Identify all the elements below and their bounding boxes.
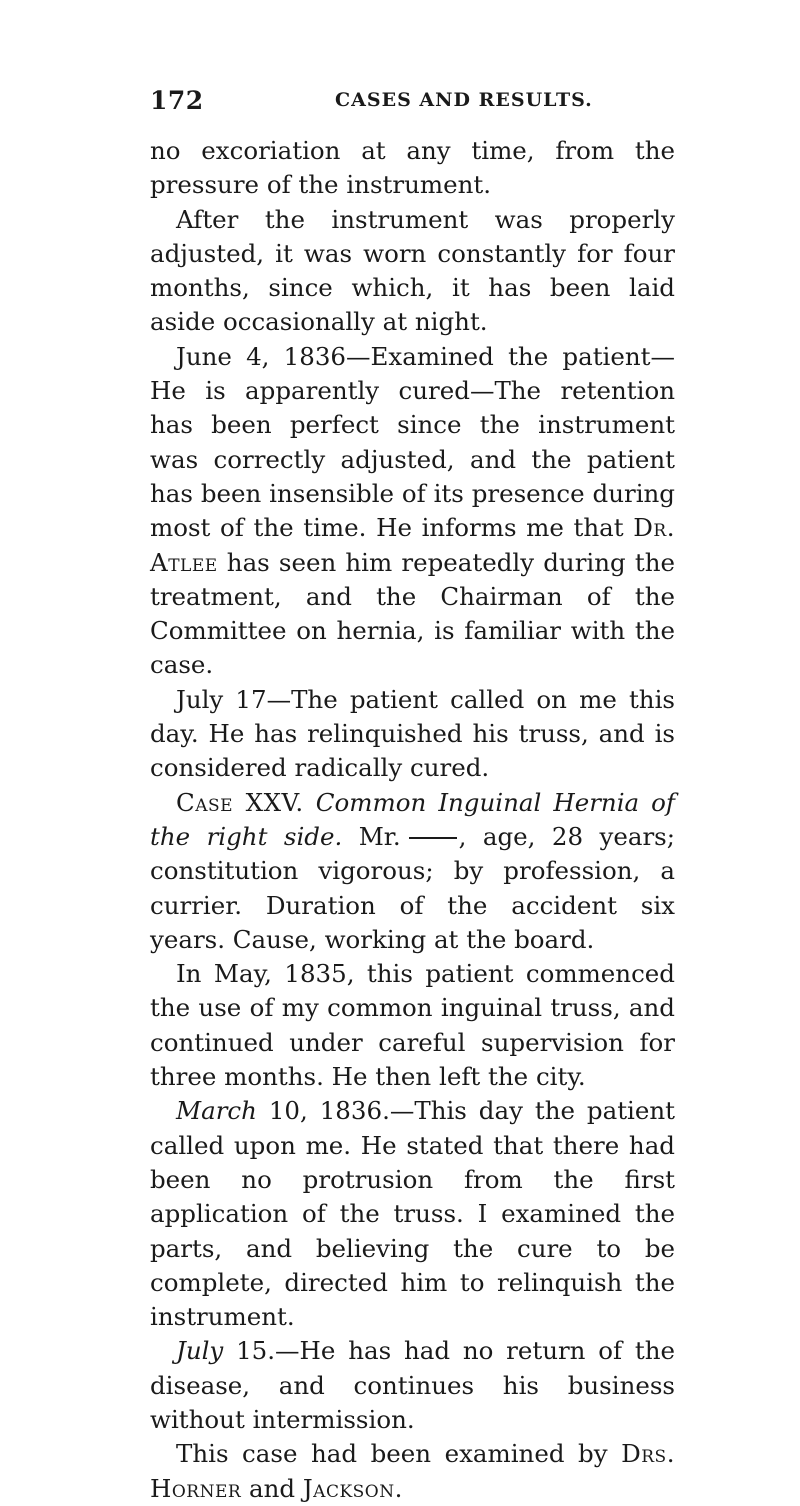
doctor-name: Drs. Horner (150, 1439, 675, 1503)
name-omitted-dash (409, 837, 457, 839)
page-number: 172 (150, 86, 204, 115)
running-title: CASES AND RESULTS. (335, 89, 593, 111)
paragraph-text: This case had been examined by (176, 1439, 622, 1469)
paragraph-march-entry (150, 1094, 675, 1334)
entry-date: July (176, 1336, 224, 1366)
body-text (150, 134, 675, 1506)
page-header (150, 86, 593, 116)
paragraph-july-15-entry (150, 1334, 675, 1437)
paragraph-text: no excoriation at any time, from the pressure of the instrument. (150, 136, 675, 200)
case-title: Common Inguinal Hernia of the right side. (150, 787, 676, 851)
paragraph-continuation (150, 134, 675, 203)
paragraph-june-entry (150, 340, 675, 683)
paragraph-text: June 4, 1836—Examined the patient—He is apparently cured—The retention has been perfect since the instrument was correctly adjusted, and the patient has been insensible of its presence during most of the time. He informs me that (150, 341, 675, 543)
paragraph-text: and (241, 1473, 303, 1503)
entry-date: March (176, 1096, 257, 1126)
paragraph-case-heading (150, 786, 675, 957)
paragraph-text: , age, 28 years; constitution vigorous; by profession, a currier. Duration of the accident six years. Cause, working at the board. (150, 821, 675, 954)
case-number: Case XXV. (176, 787, 304, 817)
paragraph-may-entry (150, 957, 675, 1094)
paragraph-text: has seen him repeatedly during the treatment, and the Chairman of the Committee on hernia, is familiar with the case. (150, 547, 675, 680)
paragraph-closing (150, 1437, 675, 1506)
paragraph-text: 15.—He has had no return of the disease, and continues his business without intermission. (150, 1336, 675, 1434)
doctor-name: Dr. Atlee (150, 513, 675, 577)
patient-prefix: Mr. (358, 821, 401, 851)
paragraph-text: July 17—The patient called on me this day. He has relinquished his truss, and is considered radically cured. (150, 684, 675, 783)
paragraph-text: . (394, 1473, 403, 1503)
paragraph-text: 10, 1836.—This day the patient called upon me. He stated that there had been no protrusion from the first application of the truss. I examined the parts, and believing the cure to be complete, directed him to relinquish the instrument. (150, 1096, 675, 1332)
doctor-name: Jackson (302, 1473, 395, 1503)
paragraph-text: In May, 1835, this patient commenced the use of my common inguinal truss, and continued under careful supervision for three months. He then left the city. (150, 959, 675, 1092)
paragraph-adjustment (150, 203, 675, 340)
paragraph-text: After the instrument was properly adjusted, it was worn constantly for four months, since which, it has been laid aside occasionally at night. (150, 204, 675, 337)
paragraph-july-entry (150, 683, 675, 786)
